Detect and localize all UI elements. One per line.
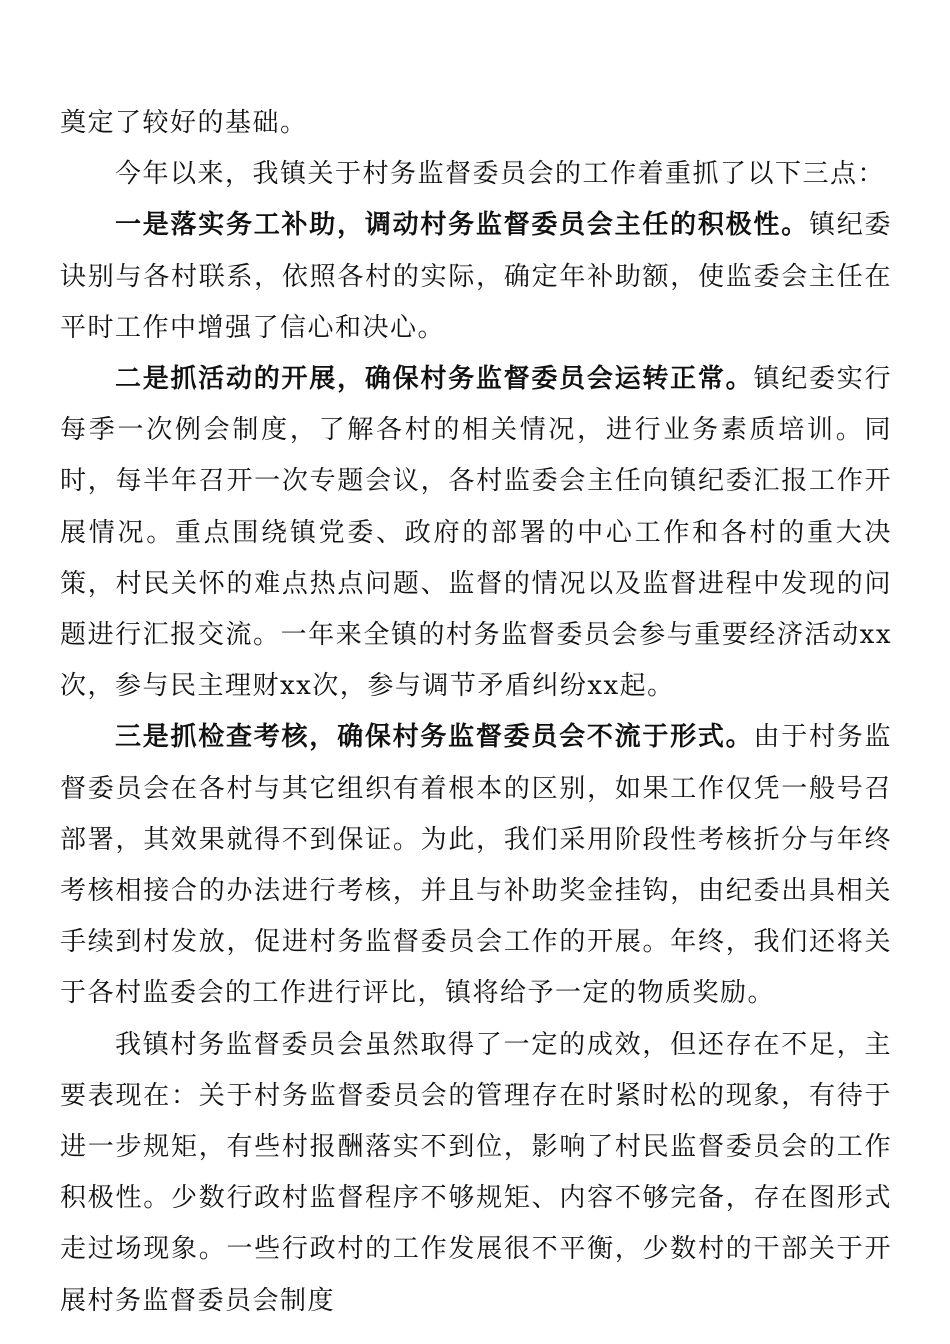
point-two-heading: 二是抓活动的开展，确保村务监督委员会运转正常。 (115, 364, 754, 395)
point-three-heading: 三是抓检查考核，确保村务监督委员会不流于形式。 (115, 722, 754, 753)
paragraph-point-three (60, 712, 892, 1019)
point-two-body: 镇纪委实行每季一次例会制度，了解各村的相关情况，进行业务素质培训。同时，每半年召开一次专题会议，各村监委会主任向镇纪委汇报工作开展情况。重点围绕镇党委、政府的部署的中心工作和各村的重大决策，村民关怀的难点热点问题、监督的情况以及监督进程中发现的问题进行汇报交流。一年来全镇的村务监督委员会参与重要经济活动xx次，参与民主理财xx次，参与调节矛盾纠纷xx起。 (60, 364, 892, 702)
paragraph-intro: 今年以来，我镇关于村务监督委员会的工作着重抓了以下三点： (115, 159, 886, 190)
document-body (60, 98, 892, 1327)
point-three-body: 由于村务监督委员会在各村与其它组织有着根本的区别，如果工作仅凭一般号召部署，其效果就得不到保证。为此，我们采用阶段性考核折分与年终考核相接合的办法进行考核，并且与补助奖金挂钩，由纪委出具相关手续到村发放，促进村务监督委员会工作的开展。年终，我们还将关于各村监委会的工作进行评比，镇将给予一定的物质奖励。 (60, 722, 892, 1009)
paragraph-point-two (60, 354, 892, 712)
paragraph-point-one (60, 200, 892, 354)
paragraph-continuation: 奠定了较好的基础。 (60, 108, 308, 138)
point-one-heading: 一是落实务工补助，调动村务监督委员会主任的积极性。 (115, 210, 809, 241)
point-one-body: 镇纪委诀别与各村联系，依照各村的实际，确定年补助额，使监委会主任在平时工作中增强了信心和决心。 (60, 210, 892, 343)
paragraph-shortcomings: 我镇村务监督委员会虽然取得了一定的成效，但还存在不足，主要表现在：关于村务监督委员会的管理存在时紧时松的现象，有待于进一步规矩，有些村报酬落实不到位，影响了村民监督委员会的工作积极性。少数行政村监督程序不够规矩、内容不够完备，存在图形式走过场现象。一些行政村的工作发展很不平衡，少数村的干部关于开展村务监督委员会制度 (60, 1029, 892, 1316)
